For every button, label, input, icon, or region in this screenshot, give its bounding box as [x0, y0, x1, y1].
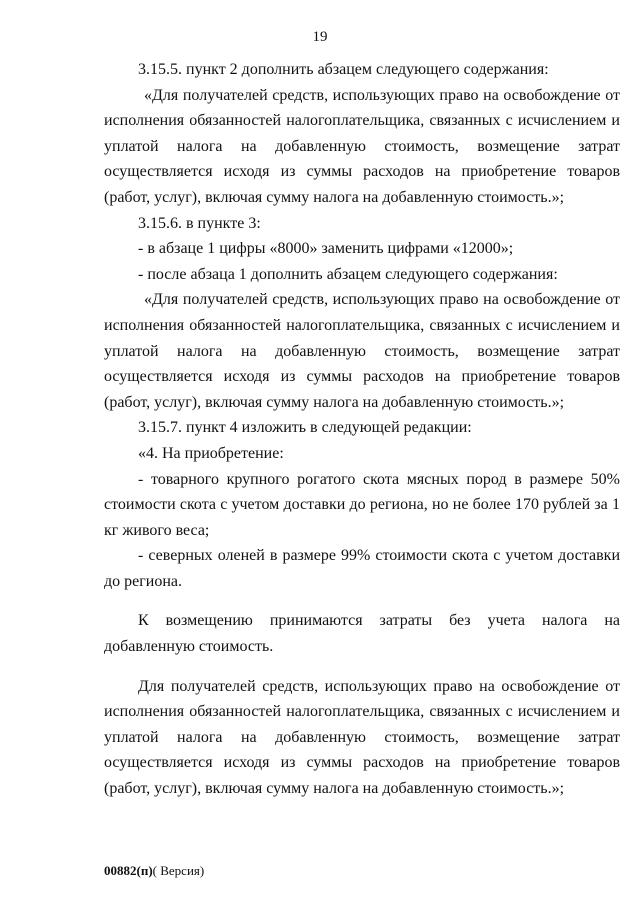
- clause-3-15-7: 3.15.7. пункт 4 изложить в следующей редакции:: [138, 419, 472, 437]
- quoted-paragraph-1: «Для получателей средств, использующих право на освобождение от исполнения обязанностей налогоплательщика, связанных с исчислением и уплатой налога на добавленную стоимость, возмещение затрат осуществляется исходя из суммы расходов на приобретение товаров (работ, услуг), включая сумму налога на добавленную стоимость.»;: [104, 86, 620, 206]
- list-item-reindeer: - северных оленей в размере 99% стоимости скота с учетом доставки до региона.: [104, 547, 620, 590]
- paragraph-vat-exemption: Для получателей средств, использующих право на освобождение от исполнения обязанностей налогоплательщика, связанных с исчислением и уплатой налога на добавленную стоимость, возмещение затрат осуществляется исходя из суммы расходов на приобретение товаров (работ, услуг), включая сумму налога на добавленную стоимость.»;: [104, 677, 620, 798]
- list-item-replace-figures: - в абзаце 1 цифры «8000» заменить цифрами «12000»;: [138, 240, 514, 258]
- clause-3-15-5: 3.15.5. пункт 2 дополнить абзацем следующего содержания:: [138, 61, 549, 78]
- clause-3-15-6: 3.15.6. в пункте 3:: [138, 214, 261, 232]
- list-item-cattle: - товарного крупного рогатого скота мясных пород в размере 50% стоимости скота с учетом доставки до региона, но не более 170 рублей за 1 кг живого веса;: [104, 470, 620, 539]
- document-version: ( Версия): [152, 863, 205, 878]
- item-4-heading: «4. На приобретение:: [138, 444, 284, 462]
- list-item-add-paragraph: - после абзаца 1 дополнить абзацем следующего содержания:: [138, 265, 558, 283]
- document-code: 00882(п): [104, 863, 153, 878]
- page-number: 19: [312, 29, 328, 45]
- quoted-paragraph-2: «Для получателей средств, использующих право на освобождение от исполнения обязанностей налогоплательщика, связанных с исчислением и уплатой налога на добавленную стоимость, возмещение затрат осуществляется исходя из суммы расходов на приобретение товаров (работ, услуг), включая сумму налога на добавленную стоимость.»;: [104, 291, 620, 411]
- paragraph-vat-exclusion: К возмещению принимаются затраты без учета налога на добавленную стоимость.: [104, 612, 620, 656]
- document-body: [104, 57, 620, 802]
- document-footer: [104, 863, 204, 879]
